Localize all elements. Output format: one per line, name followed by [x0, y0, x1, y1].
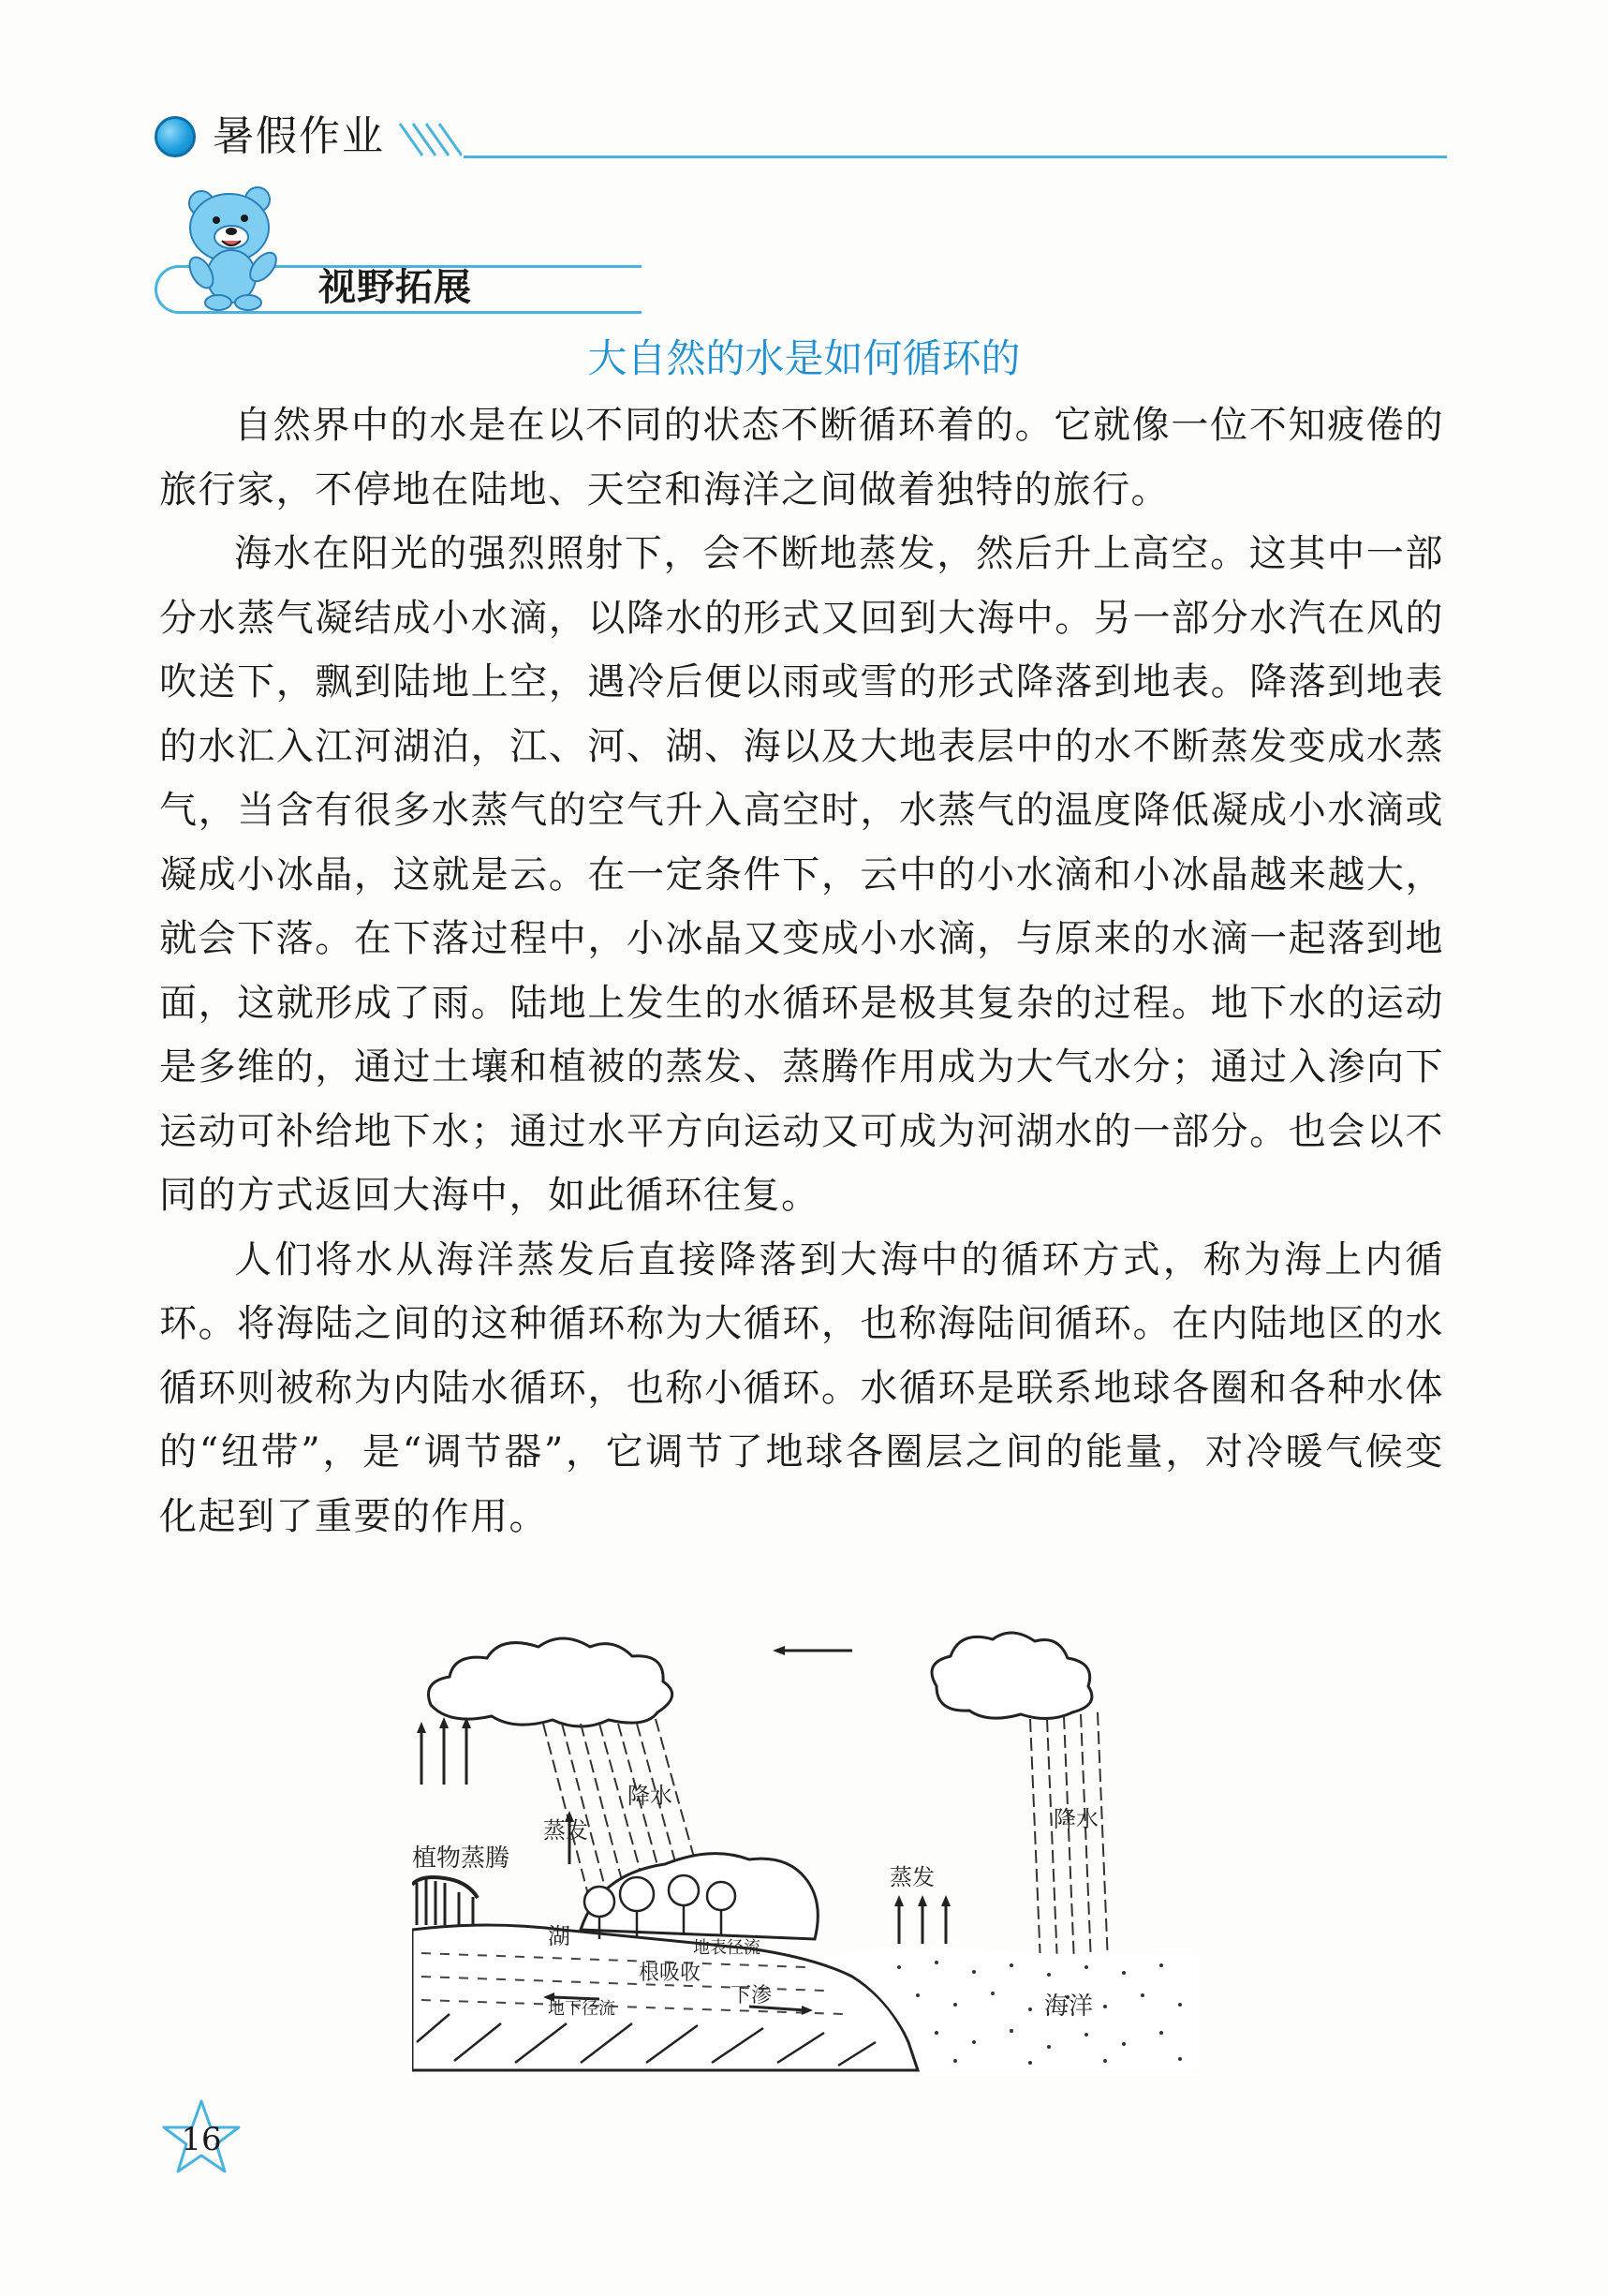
article-paragraph: 自然界中的水是在以不同的状态不断循环着的。它就像一位不知疲倦的旅行家，不停地在陆地、天空和海洋之间做着独特的旅行。: [159, 404, 1444, 511]
label-rain-right: 降水: [1054, 1806, 1099, 1832]
article-body: [159, 393, 1444, 1548]
right-rain-icon: [1030, 1712, 1109, 1986]
right-cloud-icon: [932, 1633, 1092, 1719]
article-title: 大自然的水是如何循环的: [587, 335, 1021, 381]
header-hatch-icon: [396, 118, 462, 161]
page-number: 16: [181, 2121, 222, 2158]
section-title: 视野拓展: [318, 266, 472, 309]
evaporation-arrows-right-icon: [899, 1902, 946, 1944]
header-title: 暑假作业: [213, 112, 385, 160]
bear-mascot-icon: [173, 183, 304, 314]
article-paragraph: 海水在阳光的强烈照射下，会不断地蒸发，然后升上高空。这其中一部分水蒸气凝结成小水滴，以降水的形式又回到大海中。另一部分水汽在风的吹送下，飘到陆地上空，遇冷后便以雨或雪的形式降落到地表。降落到地表的水汇入江河湖泊，江、河、湖、海以及大地表层中的水不断蒸发变成水蒸气，当含有很多水蒸气的空气升入高空时，水蒸气的温度降低凝成小水滴或凝成小冰晶，这就是云。在一定条件下，云中的小水滴和小冰晶越来越大，就会下落。在下落过程中，小冰晶又变成小水滴，与原来的水滴一起落到地面，这就形成了雨。陆地上发生的水循环是极其复杂的过程。地下水的运动是多维的，通过土壤和植被的蒸发、蒸腾作用成为大气水分；通过入渗向下运动可补给地下水；通过水平方向运动又可成为河湖水的一部分。也会以不同的方式返回大海中，如此循环往复。: [159, 532, 1444, 1217]
label-root-absorb: 根吸收: [639, 1962, 701, 1985]
section-banner: [155, 183, 660, 323]
label-infiltration: 下渗: [730, 1984, 773, 2007]
header-circle-icon: [155, 116, 196, 157]
header-rule: [464, 156, 1447, 158]
transpiration-arrows-icon: [421, 1724, 466, 1785]
water-cycle-diagram: [412, 1630, 1199, 2080]
label-surface-runoff: 地表径流: [693, 1938, 760, 1958]
label-lake: 湖: [548, 1923, 570, 1949]
hill-icon: [581, 1854, 818, 1939]
label-ocean: 海洋: [1044, 1992, 1094, 2021]
label-rain-left: 降水: [627, 1783, 672, 1809]
label-transpiration: 植物蒸腾: [412, 1844, 510, 1873]
label-groundwater-runoff: 地下径流: [548, 1999, 615, 2019]
article-paragraph: 人们将水从海洋蒸发后直接降落到大海中的循环方式，称为海上内循环。将海陆之间的这种循环称为大循环，也称海陆间循环。在内陆地区的水循环则被称为内陆水循环，也称小循环。水循环是联系地球各圈和各种水体的“纽带”，是“调节器”，它调节了地球各圈层之间的能量，对冷暖气候变化起到了重要的作用。: [159, 1237, 1444, 1538]
page-header: [155, 111, 1447, 167]
left-cloud-icon: [429, 1638, 672, 1726]
page-number-badge: [161, 2098, 242, 2175]
label-evaporation-left: 蒸发: [543, 1817, 588, 1844]
label-evaporation-right: 蒸发: [890, 1864, 935, 1890]
